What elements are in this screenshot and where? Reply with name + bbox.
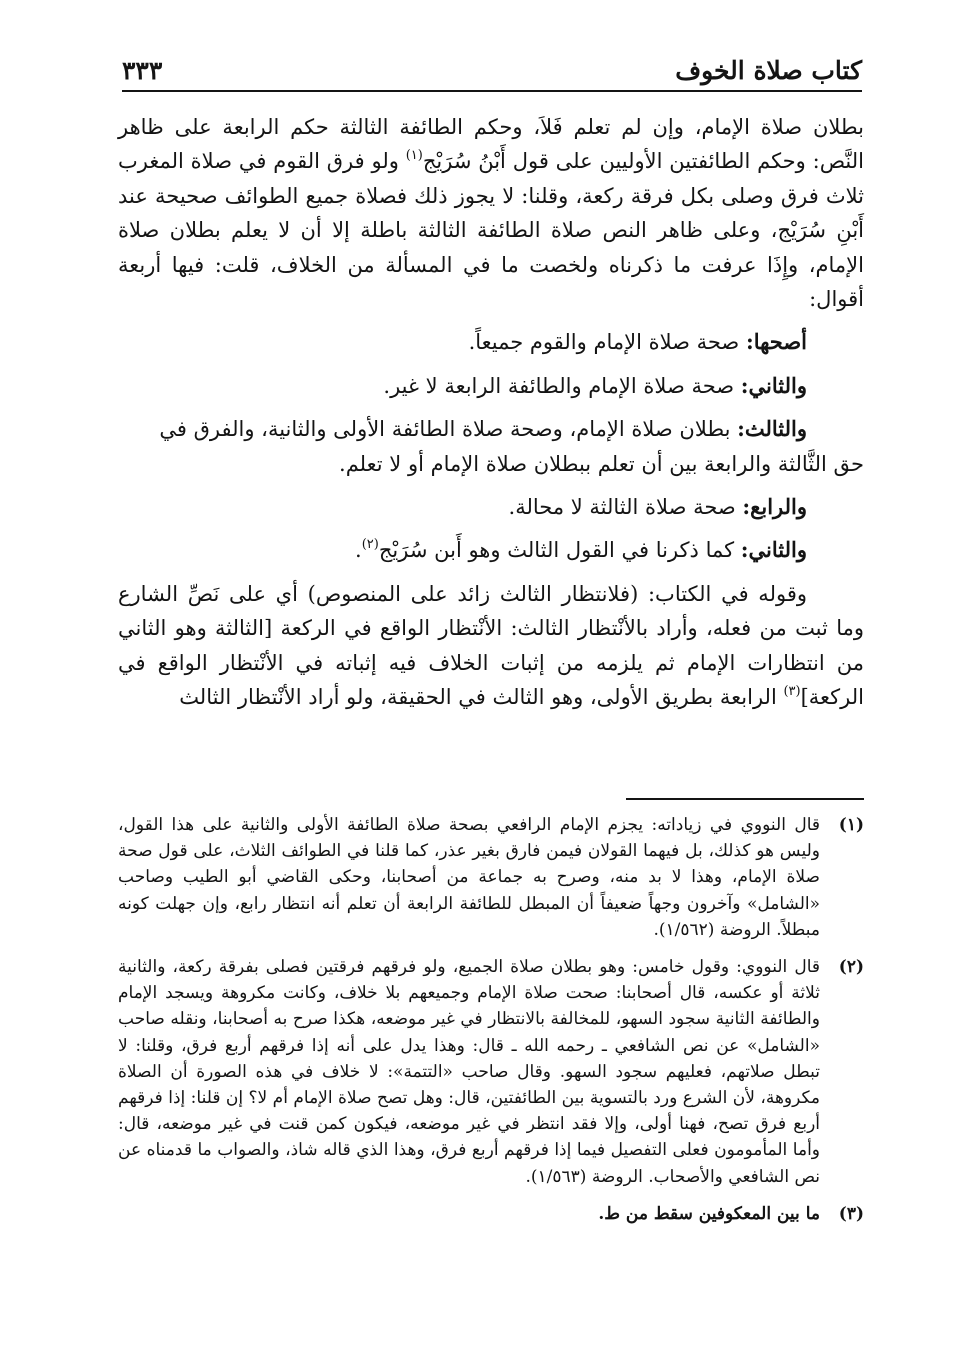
opinion-3 [118,412,864,446]
footnote-3 [118,1201,864,1227]
page-number: ٣٣٣ [122,56,163,85]
intro-text: بطلان صلاة الإمام، وإن لم تعلم فَلاَ، وحكم الطائفة الثالثة حكم الرابعة على ظاهر النَّص: وحكم الطائفتين الأوليين على قول أَبْنُ سُرَيْج [118,115,864,174]
commentary-text: وقوله في الكتاب: (فلانتظار الثالث زائد على المنصوص) أي على نَصِّ الشارع وما ثبت من فعله، وأراد بالأنْتظار الثالث: الأنْتظار الواقع في الركعة [الثالثة وهو الثاني من انتظارات الإمام ثم يلزمه من إثبات الخلاف فيه إثباته في الأنْتظار الواقع في الركعة] [118,581,864,710]
footnote-separator [626,798,864,800]
footnote-1-text: قال النووي في زياداته: يجزم الإمام الرافعي بصحة صلاة الطائفة الأولى والثانية على هذا القول، وليس هو كذلك، بل فيهما القولان فيمن فارق بغير عذر، كما قلنا في الطوائف الثلاث، على قول صحة صلاة الإمام، وهذا لا بد منه، وصرح به جماعة من أصحابنا، وحكى القاضي أبو الطيب وصاحب «الشامل» وآخرون وجهاً ضعيفاً أن المبطل للطائفة الرابعة أن تعلم أنه انتظار رابع، وإن جهلت كونه مبطلاً. الروضة (١/٥٦٢). [118,815,820,940]
opinion-1 [118,325,864,359]
footnote-3-number: (٣) [838,1203,864,1224]
running-header [122,48,862,92]
opinion-1-text: صحة صلاة الإمام والقوم جميعاً. [468,330,746,355]
opinion-5-end: . [355,538,362,563]
opinion-4-text: صحة صلاة الثالثة لا محالة. [508,495,743,520]
opinion-2-text: صحة صلاة الإمام والطائفة الرابعة لا غير. [383,373,741,398]
footnote-2-text: قال النووي: وقول خامس: وهو بطلان صلاة الجميع، ولو فرقهم فرقتين فصلى بفرقة ركعة، والثانية ثلاثة أو عكسه، قال أصحابنا: صحت صلاة الإمام وجميعهم بلا خلاف، وكانت مكروهة ويسجد الإمام والطائفة الثانية سجود السهو، للمخالفة بالانتظار في غير موضعه، هكذا صرح به أصحابنا، ونقله صاحب «الشامل» عن نص الشافعي ـ رحمه الله ـ قال: وهذا يدل على أنه إذا فرقهم أربع فرق، وقلنا: لا تبطل صلاتهم، فعليهم سجود السهو. وقال صاحب «التتمة»: لا خلاف في هذه الصورة أن الصلاة مكروهة، لأن الشرع ورد بالتسوية بين الطائفتين، قال: وهل تصح صلاة الإمام أم لا؟ إن قلنا: إذا فرقهم أربع فرق تصح، فهنا أولى، وإلا فقد انتظر في غير موضعه، فيكون كمن قنت في غير موضعه، قال: وأما المأمومون فعلى التفصيل فيما إذا فرقهم أربع فرق، وهذا الذي قاله شاذ، والصواب ما قدمناه عن نص الشافعي والأصحاب. الروضة (١/٥٦٣). [118,957,820,1187]
footnote-ref-2[interactable]: (٢) [361,537,379,553]
opinion-2 [118,369,864,403]
footnote-ref-3[interactable]: (٣) [783,684,801,700]
chapter-title: كتاب صلاة الخوف [675,56,862,85]
opinion-5-text: كما ذكرنا في القول الثالث وهو أَبن سُرَيْج [378,538,741,563]
footnote-1 [118,812,864,943]
footnote-2 [118,954,864,1190]
opinion-4 [118,490,864,524]
footnote-1-number: (١) [838,815,864,835]
main-text [118,110,864,715]
opinion-5-label: والثاني: [740,537,807,563]
paragraph-commentary [118,577,864,715]
footnotes [118,812,864,1238]
paragraph-intro [118,110,864,316]
opinion-3-continuation: حق الثَّالثة والرابعة بين أن تعلم ببطلان صلاة الإمام أو لا تعلم. [339,451,864,476]
opinion-4-label: والرابع: [742,494,807,520]
commentary-rest: الرابعة بطريق الأولى، وهو الثالث في الحقيقة، ولو أراد الأنْتظار الثالث [179,685,784,710]
opinion-3-label: والثالث: [737,416,807,442]
intro-rest: ولو فرق القوم في صلاة المغرب ثلاث فرق وصلى بكل فرقة ركعة، وقلنا: لا يجوز ذلك فصلاة جميع الطوائف صحيحة عند أَبْنِ سُرَيْج، وعلى ظاهر النص صلاة الطائفة الثالثة باطلة إلا أن لا يعلم بطلان صلاة الإمام، وإِذَا عرفت ما ذكرناه ولخصت ما في المسألة من الخلاف، قلت: فيها أربعة أقوال: [118,149,864,312]
footnote-ref-1[interactable]: (١) [405,148,423,164]
opinion-5 [118,533,864,567]
opinion-3-text: بطلان صلاة الإمام، وصحة صلاة الطائفة الأولى والثانية، والفرق في [159,417,738,442]
opinion-1-label: أصحها: [745,329,807,355]
footnote-2-number: (٢) [838,957,864,978]
footnote-3-text: ما بين المعكوفين سقط من ط. [598,1203,820,1224]
opinion-2-label: والثاني: [740,372,807,398]
